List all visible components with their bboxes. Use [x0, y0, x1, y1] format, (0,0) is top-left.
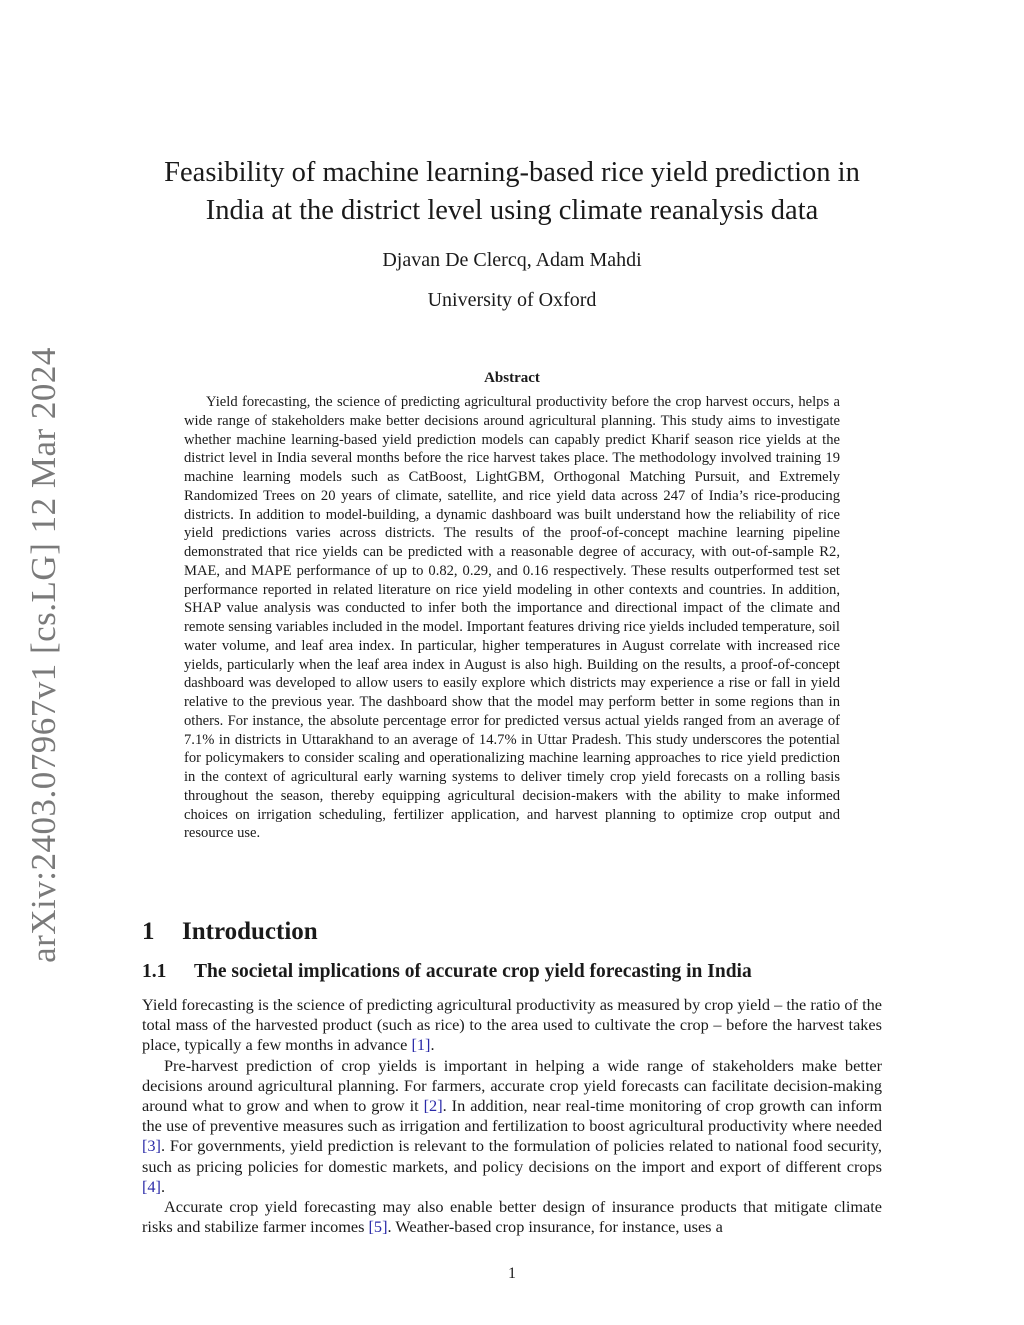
intro-body	[142, 995, 882, 1237]
paragraph-text: Accurate crop yield forecasting may also enable better design of insurance products that mitigate climate risks and stabilize farmer incomes	[142, 1197, 882, 1237]
citation-link-5[interactable]: [5]	[368, 1217, 388, 1237]
paragraph-text: .	[160, 1176, 166, 1196]
paragraph-3	[142, 1197, 882, 1237]
citation-link-4[interactable]: [4]	[142, 1176, 161, 1196]
paragraph-text: Yield forecasting is the science of predicting agricultural productivity as measured by crop yield – the ratio of the total mass of the harvested product (such as rice) to the area used to cultivate the crop – before the harvest takes place, typically a few months in advance	[142, 995, 882, 1055]
paper-title: Feasibility of machine learning-based rice yield prediction in India at the district level using climate reanalysis data	[164, 157, 860, 226]
abstract-text: Yield forecasting, the science of predicting agricultural productivity before the crop harvest occurs, helps a wide range of stakeholders make better decisions around agricultural planning. This study aims to investigate whether machine learning-based yield prediction models can capably predict Kharif season rice yields at the district level in India several months before the rice harvest takes place. The methodology involved training 19 machine learning models such as CatBoost, LightGBM, Orthogonal Matching Pursuit, and Extremely Randomized Trees on 20 years of climate, satellite, and rice yield data across 247 of India’s rice-producing districts. In addition to model-building, a dynamic dashboard was built understand how the reliability of rice yield predictions varies across districts. The results of the proof-of-concept machine learning pipeline demonstrated that rice yields can be predicted with a reasonable degree of accuracy, with out-of-sample R2, MAE, and MAPE performance of up to 0.82, 0.29, and 0.16 respectively. These results outperformed test set performance reported in related literature on rice yield modeling in other contexts and countries. In addition, SHAP value analysis was conducted to infer both the importance and directional impact of the climate and remote sensing variables included in the model. Important features driving rice yields included temperature, soil water volume, and leaf area index. In particular, higher temperatures in August correlate with increased rice yields, particularly when the leaf area index in August is also high. Building on the results, a proof-of-concept dashboard was developed to allow users to easily explore which districts may experience a rise or fall in yield relative to the previous year. The dashboard show that the model may perform better in some regions than in others. For instance, the absolute percentage error for predicted versus actual yields ranged from an average of 7.1% in districts in Uttarakhand to an average of 14.7% in Uttar Pradesh. This study underscores the potential for policymakers to consider scaling and operationalizing machine learning approaches to rice yield prediction in the context of agricultural early warning systems to deliver timely crop yield forecasts on a rolling basis throughout the season, thereby equipping agricultural decision-makers with the ability to make informed choices on irrigation scheduling, fertilizer application, and harvest planning to optimize crop output and resource use.	[184, 394, 840, 842]
section-title: Introduction	[182, 918, 318, 945]
page-number: 1	[508, 1265, 516, 1282]
subsection-heading	[142, 959, 752, 985]
paragraph-text: .	[430, 1035, 435, 1055]
paragraph-text: . Weather-based crop insurance, for instance, uses a	[387, 1217, 723, 1237]
section-number: 1	[142, 918, 155, 945]
subsection-number: 1.1	[142, 961, 167, 982]
citation-link-2[interactable]: [2]	[423, 1096, 443, 1116]
paragraph-text: . In addition, near real-time monitoring of crop growth can inform the use of preventive measures such as irrigation and fertilization to boost agricultural productivity where needed	[142, 1096, 883, 1136]
paragraph-1	[142, 995, 882, 1056]
paragraph-2	[142, 1056, 882, 1197]
paper-affiliation: University of Oxford	[427, 289, 597, 311]
abstract-heading: Abstract	[484, 370, 540, 386]
paper-authors: Djavan De Clercq, Adam Mahdi	[382, 249, 642, 271]
section-heading	[142, 916, 318, 948]
arxiv-identifier: arXiv:2403.07967v1 [cs.LG] 12 Mar 2024	[24, 347, 64, 963]
subsection-title: The societal implications of accurate crop yield forecasting in India	[194, 961, 752, 982]
paragraph-text: Pre-harvest prediction of crop yields is important in helping a wide range of stakeholders make better decisions around agricultural planning. For farmers, accurate crop yield forecasts can facilitate decision-making around what to grow and when to grow it	[142, 1055, 882, 1116]
paragraph-text: . For governments, yield prediction is relevant to the formulation of policies related to national food security, such as pricing policies for domestic markets, and policy decisions on the import and export of different crops	[142, 1136, 882, 1176]
citation-link-1[interactable]: [1]	[411, 1035, 431, 1055]
arxiv-side-stamp	[8, 345, 80, 965]
citation-link-3[interactable]: [3]	[142, 1136, 161, 1156]
